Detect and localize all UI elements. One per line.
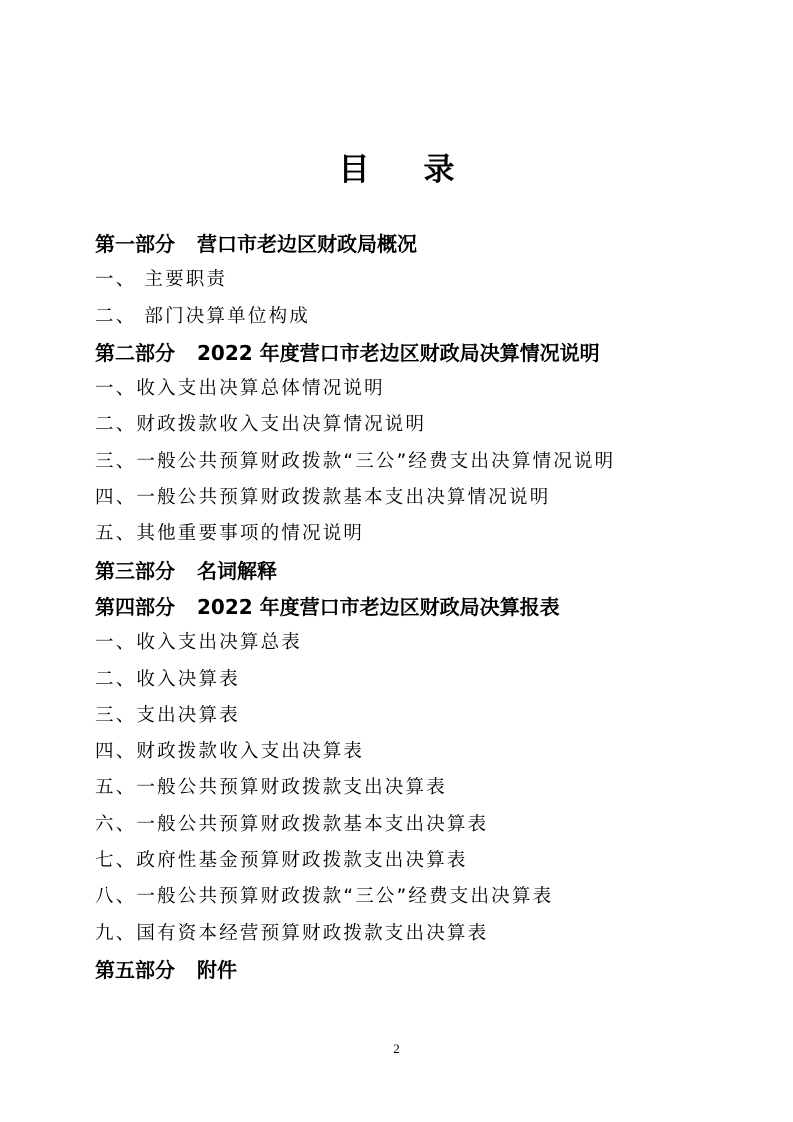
table-of-contents (95, 226, 735, 988)
toc-item (95, 299, 735, 335)
toc-part-heading (95, 226, 735, 262)
toc-item-number: 四、 (95, 487, 137, 509)
toc-part-heading (95, 335, 735, 371)
toc-item-number: 一、 (95, 269, 137, 291)
toc-part-title: 名词解释 (197, 558, 277, 583)
toc-item (95, 843, 735, 879)
toc-item-number: 五、 (95, 523, 137, 545)
toc-item-title: 主要职责 (144, 269, 228, 291)
toc-item (95, 444, 735, 480)
toc-item (95, 734, 735, 770)
toc-item (95, 698, 735, 734)
toc-part-title: 2022 年度营口市老边区财政局决算情况说明 (197, 340, 600, 365)
toc-item-number: 一、 (95, 378, 137, 400)
toc-item-number: 二、 (95, 414, 137, 436)
toc-item (95, 407, 735, 443)
toc-item-title: 一般公共预算财政拨款“三公”经费支出决算表 (136, 886, 554, 908)
toc-item (95, 916, 735, 952)
toc-item-number: 六、 (95, 813, 137, 835)
toc-item-title: 一般公共预算财政拨款基本支出决算表 (136, 813, 489, 835)
toc-part-heading (95, 952, 735, 988)
page-title: 目录 (338, 152, 509, 188)
toc-item-title: 政府性基金预算财政拨款支出决算表 (136, 850, 468, 872)
toc-item-number: 一、 (95, 632, 137, 654)
toc-item-title: 其他重要事项的情况说明 (136, 523, 365, 545)
toc-part-number: 第五部分 (95, 957, 175, 982)
toc-item-number: 五、 (95, 777, 137, 799)
toc-item-number: 二、 (95, 305, 137, 327)
toc-part-heading (95, 553, 735, 589)
toc-item-title: 一般公共预算财政拨款基本支出决算情况说明 (136, 487, 551, 509)
toc-item (95, 770, 735, 806)
toc-item (95, 807, 735, 843)
page-number: 2 (393, 1041, 400, 1056)
toc-item-number: 八、 (95, 886, 137, 908)
toc-item-title: 国有资本经营预算财政拨款支出决算表 (136, 922, 489, 944)
toc-item-number: 九、 (95, 922, 137, 944)
toc-item-number: 三、 (95, 704, 137, 726)
toc-part-number: 第二部分 (95, 340, 175, 365)
toc-item-title: 财政拨款收入支出决算情况说明 (136, 414, 427, 436)
toc-item-title: 一般公共预算财政拨款支出决算表 (136, 777, 447, 799)
toc-item (95, 516, 735, 552)
toc-item-number: 三、 (95, 450, 137, 472)
toc-part-title: 营口市老边区财政局概况 (197, 232, 417, 256)
toc-item (95, 480, 735, 516)
toc-item (95, 262, 735, 298)
toc-part-title: 附件 (197, 957, 237, 982)
toc-item-number: 七、 (95, 850, 137, 872)
toc-part-title: 2022 年度营口市老边区财政局决算报表 (197, 594, 560, 619)
toc-part-heading (95, 589, 735, 625)
toc-item-number: 四、 (95, 741, 137, 763)
toc-item-title: 支出决算表 (136, 704, 240, 726)
toc-item-title: 收入支出决算总表 (136, 632, 303, 654)
toc-item-title: 收入决算表 (136, 668, 240, 690)
toc-item (95, 662, 735, 698)
toc-item (95, 879, 735, 915)
toc-item-title: 收入支出决算总体情况说明 (136, 378, 385, 400)
toc-item-title: 财政拨款收入支出决算表 (136, 741, 365, 763)
toc-item-title: 部门决算单位构成 (144, 305, 311, 327)
toc-part-number: 第三部分 (95, 558, 175, 583)
toc-item (95, 371, 735, 407)
toc-part-number: 第一部分 (95, 232, 175, 256)
toc-item-title: 一般公共预算财政拨款“三公”经费支出决算情况说明 (136, 450, 616, 472)
toc-part-number: 第四部分 (95, 594, 175, 619)
toc-item (95, 625, 735, 661)
toc-item-number: 二、 (95, 668, 137, 690)
